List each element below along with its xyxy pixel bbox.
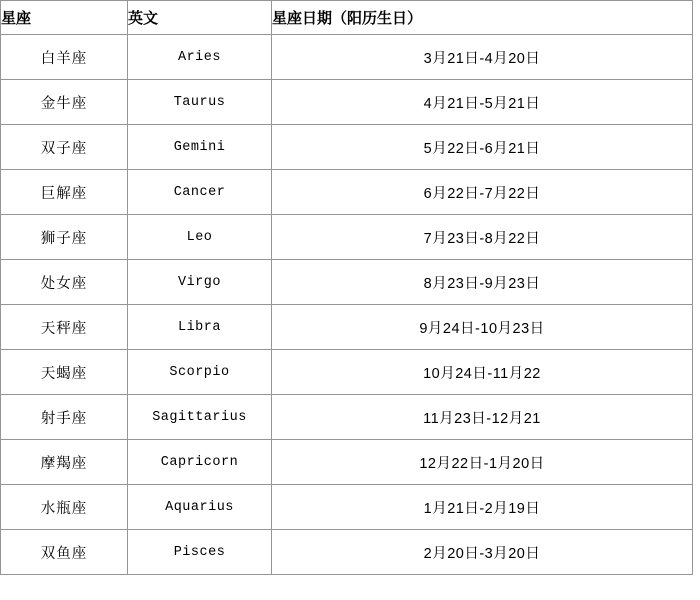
table-row: [1, 170, 693, 215]
table-row: [1, 260, 693, 305]
cell-zodiac-name: 射手座: [1, 395, 128, 440]
cell-zodiac-date: 5月22日-6月21日: [272, 125, 693, 170]
cell-zodiac-date: 3月21日-4月20日: [272, 35, 693, 80]
table-row: [1, 80, 693, 125]
cell-zodiac-name: 水瓶座: [1, 485, 128, 530]
table-row: [1, 305, 693, 350]
cell-zodiac-english: Scorpio: [128, 350, 272, 395]
cell-zodiac-date: 7月23日-8月22日: [272, 215, 693, 260]
cell-zodiac-english: Capricorn: [128, 440, 272, 485]
cell-zodiac-date: 9月24日-10月23日: [272, 305, 693, 350]
cell-zodiac-english: Sagittarius: [128, 395, 272, 440]
cell-zodiac-name: 金牛座: [1, 80, 128, 125]
cell-zodiac-date: 8月23日-9月23日: [272, 260, 693, 305]
table-header-row: [1, 1, 693, 35]
cell-zodiac-name: 摩羯座: [1, 440, 128, 485]
cell-zodiac-date: 6月22日-7月22日: [272, 170, 693, 215]
table-row: [1, 215, 693, 260]
cell-zodiac-english: Virgo: [128, 260, 272, 305]
cell-zodiac-date: 4月21日-5月21日: [272, 80, 693, 125]
table-row: [1, 35, 693, 80]
cell-zodiac-english: Cancer: [128, 170, 272, 215]
cell-zodiac-date: 2月20日-3月20日: [272, 530, 693, 575]
table-body: [1, 35, 693, 575]
cell-zodiac-name: 天蝎座: [1, 350, 128, 395]
cell-zodiac-name: 双鱼座: [1, 530, 128, 575]
table-row: [1, 530, 693, 575]
cell-zodiac-english: Gemini: [128, 125, 272, 170]
cell-zodiac-name: 处女座: [1, 260, 128, 305]
cell-zodiac-date: 11月23日-12月21: [272, 395, 693, 440]
table-row: [1, 440, 693, 485]
cell-zodiac-name: 双子座: [1, 125, 128, 170]
cell-zodiac-english: Aquarius: [128, 485, 272, 530]
cell-zodiac-english: Leo: [128, 215, 272, 260]
table-header: [1, 1, 693, 35]
table-row: [1, 350, 693, 395]
cell-zodiac-date: 12月22日-1月20日: [272, 440, 693, 485]
table-row: [1, 485, 693, 530]
cell-zodiac-name: 白羊座: [1, 35, 128, 80]
cell-zodiac-name: 天秤座: [1, 305, 128, 350]
column-header-english: 英文: [128, 1, 272, 35]
cell-zodiac-name: 巨解座: [1, 170, 128, 215]
cell-zodiac-english: Taurus: [128, 80, 272, 125]
column-header-name: 星座: [1, 1, 128, 35]
column-header-date: 星座日期（阳历生日）: [272, 1, 693, 35]
table-row: [1, 125, 693, 170]
cell-zodiac-english: Aries: [128, 35, 272, 80]
cell-zodiac-english: Pisces: [128, 530, 272, 575]
cell-zodiac-date: 1月21日-2月19日: [272, 485, 693, 530]
cell-zodiac-english: Libra: [128, 305, 272, 350]
table-row: [1, 395, 693, 440]
cell-zodiac-date: 10月24日-11月22: [272, 350, 693, 395]
cell-zodiac-name: 狮子座: [1, 215, 128, 260]
